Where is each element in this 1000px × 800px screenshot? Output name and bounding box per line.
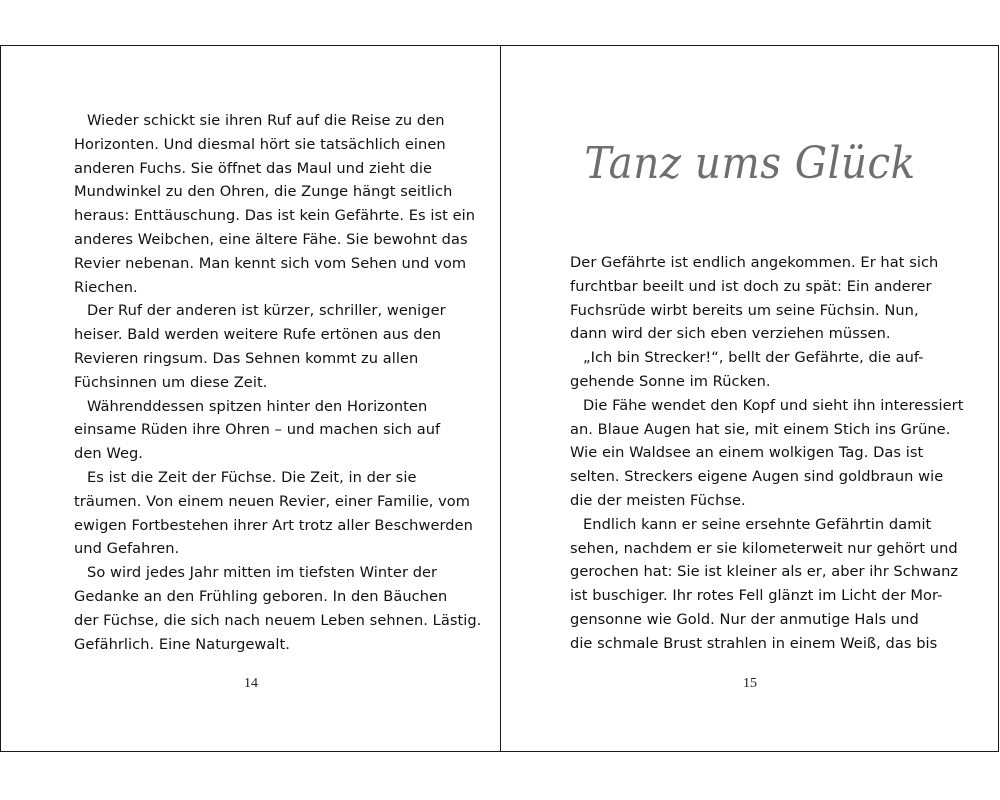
text-line: gerochen hat: Sie ist kleiner als er, aber ihr Schwanz — [570, 563, 959, 581]
text-line: Gefährlich. Eine Naturgewalt. — [74, 635, 290, 653]
chapter-heading: Tanz ums Glück — [584, 138, 916, 189]
text-line: Füchsinnen um diese Zeit. — [74, 373, 268, 391]
left-page-text — [74, 109, 482, 656]
text-line: Gedanke an den Frühling geboren. In den Bäuchen — [74, 587, 448, 605]
text-line: Währenddessen spitzen hinter den Horizonten — [87, 397, 428, 415]
text-line: „Ich bin Strecker!“, bellt der Gefährte, die auf- — [583, 349, 924, 367]
text-line: Fuchsrüde wirbt bereits um seine Füchsin. Nun, — [570, 301, 919, 319]
text-line: Revieren ringsum. Das Sehnen kommt zu allen — [74, 349, 419, 367]
page-number-left: 14 — [244, 676, 258, 691]
text-line: anderes Weibchen, eine ältere Fähe. Sie bewohnt das — [74, 230, 468, 248]
text-line: Es ist die Zeit der Füchse. Die Zeit, in der sie — [87, 468, 417, 486]
text-line: furchtbar beeilt und ist doch zu spät: Ein anderer — [570, 277, 932, 295]
text-line: den Weg. — [74, 445, 143, 463]
text-line: selten. Streckers eigene Augen sind goldbraun wie — [570, 468, 944, 486]
page-number-right: 15 — [743, 676, 757, 691]
text-line: heraus: Enttäuschung. Das ist kein Gefährte. Es ist ein — [74, 207, 476, 225]
text-line: der Füchse, die sich nach neuem Leben sehnen. Lästig. — [74, 611, 482, 629]
text-line: die schmale Brust strahlen in einem Weiß, das bis — [570, 634, 938, 652]
text-line: einsame Rüden ihre Ohren – und machen sich auf — [74, 421, 441, 439]
text-line: träumen. Von einem neuen Revier, einer Familie, vom — [74, 492, 471, 510]
text-line: ewigen Fortbestehen ihrer Art trotz aller Beschwerden — [74, 516, 473, 534]
right-page-text — [570, 251, 964, 656]
text-line: Wieder schickt sie ihren Ruf auf die Reise zu den — [87, 112, 445, 129]
text-line: Revier nebenan. Man kennt sich vom Sehen und vom — [74, 254, 467, 272]
text-line: dann wird der sich eben verziehen müssen. — [570, 325, 891, 343]
text-line: sehen, nachdem er sie kilometerweit nur gehört und — [570, 539, 958, 557]
text-line: So wird jedes Jahr mitten im tiefsten Winter der — [87, 564, 438, 582]
text-line: Horizonten. Und diesmal hört sie tatsächlich einen — [74, 135, 446, 153]
text-line: an. Blaue Augen hat sie, mit einem Stich ins Grüne. — [570, 420, 951, 438]
text-line: die der meisten Füchse. — [570, 491, 746, 509]
text-line: Die Fähe wendet den Kopf und sieht ihn interessiert — [583, 396, 964, 414]
text-line: Mundwinkel zu den Ohren, die Zunge hängt seitlich — [74, 183, 453, 201]
text-line: Der Gefährte ist endlich angekommen. Er hat sich — [570, 254, 939, 271]
text-line: Wie ein Waldsee an einem wolkigen Tag. Das ist — [570, 444, 924, 462]
text-line: Riechen. — [74, 278, 138, 296]
text-line: gehende Sonne im Rücken. — [570, 372, 771, 390]
text-line: und Gefahren. — [74, 540, 180, 558]
text-line: Der Ruf der anderen ist kürzer, schriller, weniger — [87, 302, 446, 320]
text-line: gensonne wie Gold. Nur der anmutige Hals und — [570, 610, 919, 628]
text-line: Endlich kann er seine ersehnte Gefährtin damit — [583, 515, 932, 533]
text-line: heiser. Bald werden weitere Rufe ertönen aus den — [74, 326, 442, 344]
text-line: anderen Fuchs. Sie öffnet das Maul und zieht die — [74, 159, 433, 177]
text-line: ist buschiger. Ihr rotes Fell glänzt im Licht der Mor- — [570, 587, 943, 605]
